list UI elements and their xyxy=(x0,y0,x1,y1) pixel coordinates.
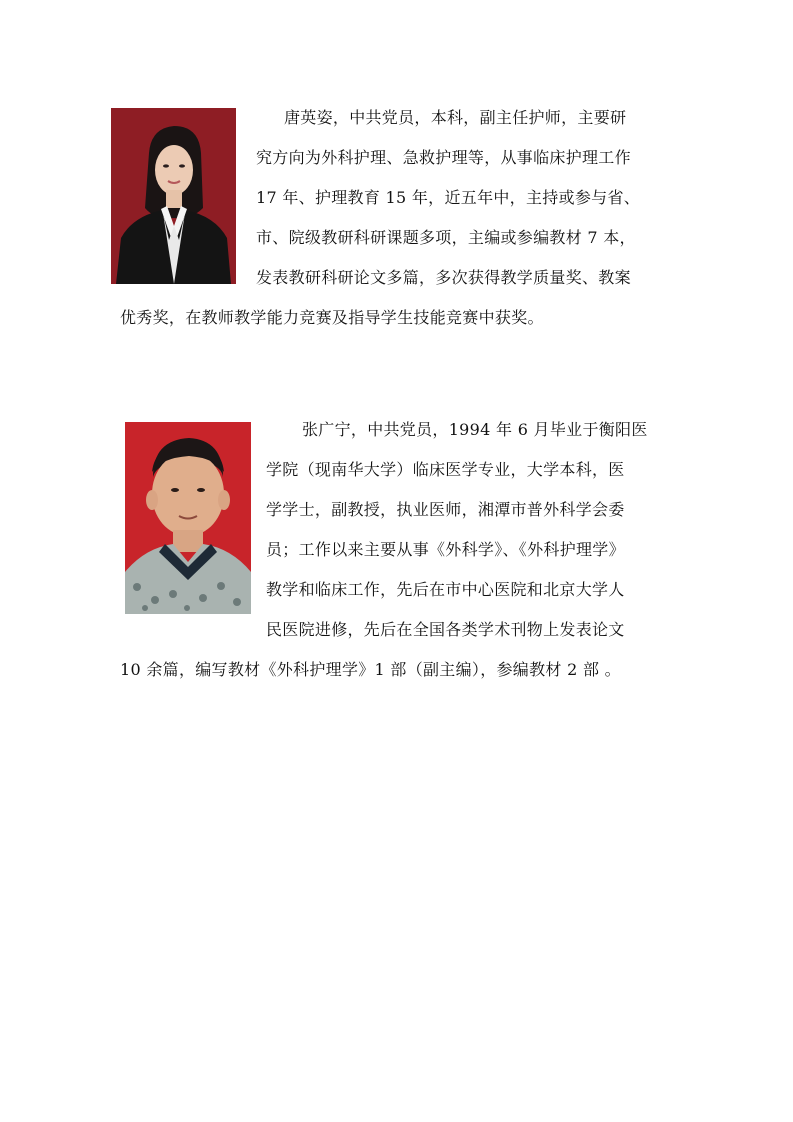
bio-line: 员；工作以来主要从事《外科学》、《外科护理学》 xyxy=(266,540,625,559)
bio-line: 市、院级教研科研课题多项，主编或参编教材 7 本， xyxy=(256,228,636,247)
bio-line: 民医院进修，先后在全国各类学术刊物上发表论文 xyxy=(266,620,625,639)
bio-line: 优秀奖，在教师教学能力竞赛及指导学生技能竞赛中获奖。 xyxy=(120,308,544,327)
bio-line: 唐英姿，中共党员，本科，副主任护师，主要研 xyxy=(284,108,627,127)
teacher-photo-2 xyxy=(125,422,251,614)
bio-line: 17 年、护理教育 15 年，近五年中，主持或参与省、 xyxy=(256,188,641,207)
teacher-photo-1 xyxy=(111,108,236,284)
bio-line: 教学和临床工作，先后在市中心医院和北京大学人 xyxy=(266,580,625,599)
bio-line: 究方向为外科护理、急救护理等，从事临床护理工作 xyxy=(256,148,631,167)
bio-line: 10 余篇，编写教材《外科护理学》1 部（副主编），参编教材 2 部 。 xyxy=(120,660,621,679)
bio-line: 学院（现南华大学）临床医学专业，大学本科，医 xyxy=(266,460,625,479)
bio-line: 张广宁，中共党员，1994 年 6 月毕业于衡阳医 xyxy=(302,420,648,439)
bio-line: 学学士，副教授，执业医师，湘潭市普外科学会委 xyxy=(266,500,625,519)
bio-line: 发表教研科研论文多篇，多次获得教学质量奖、教案 xyxy=(256,268,631,287)
